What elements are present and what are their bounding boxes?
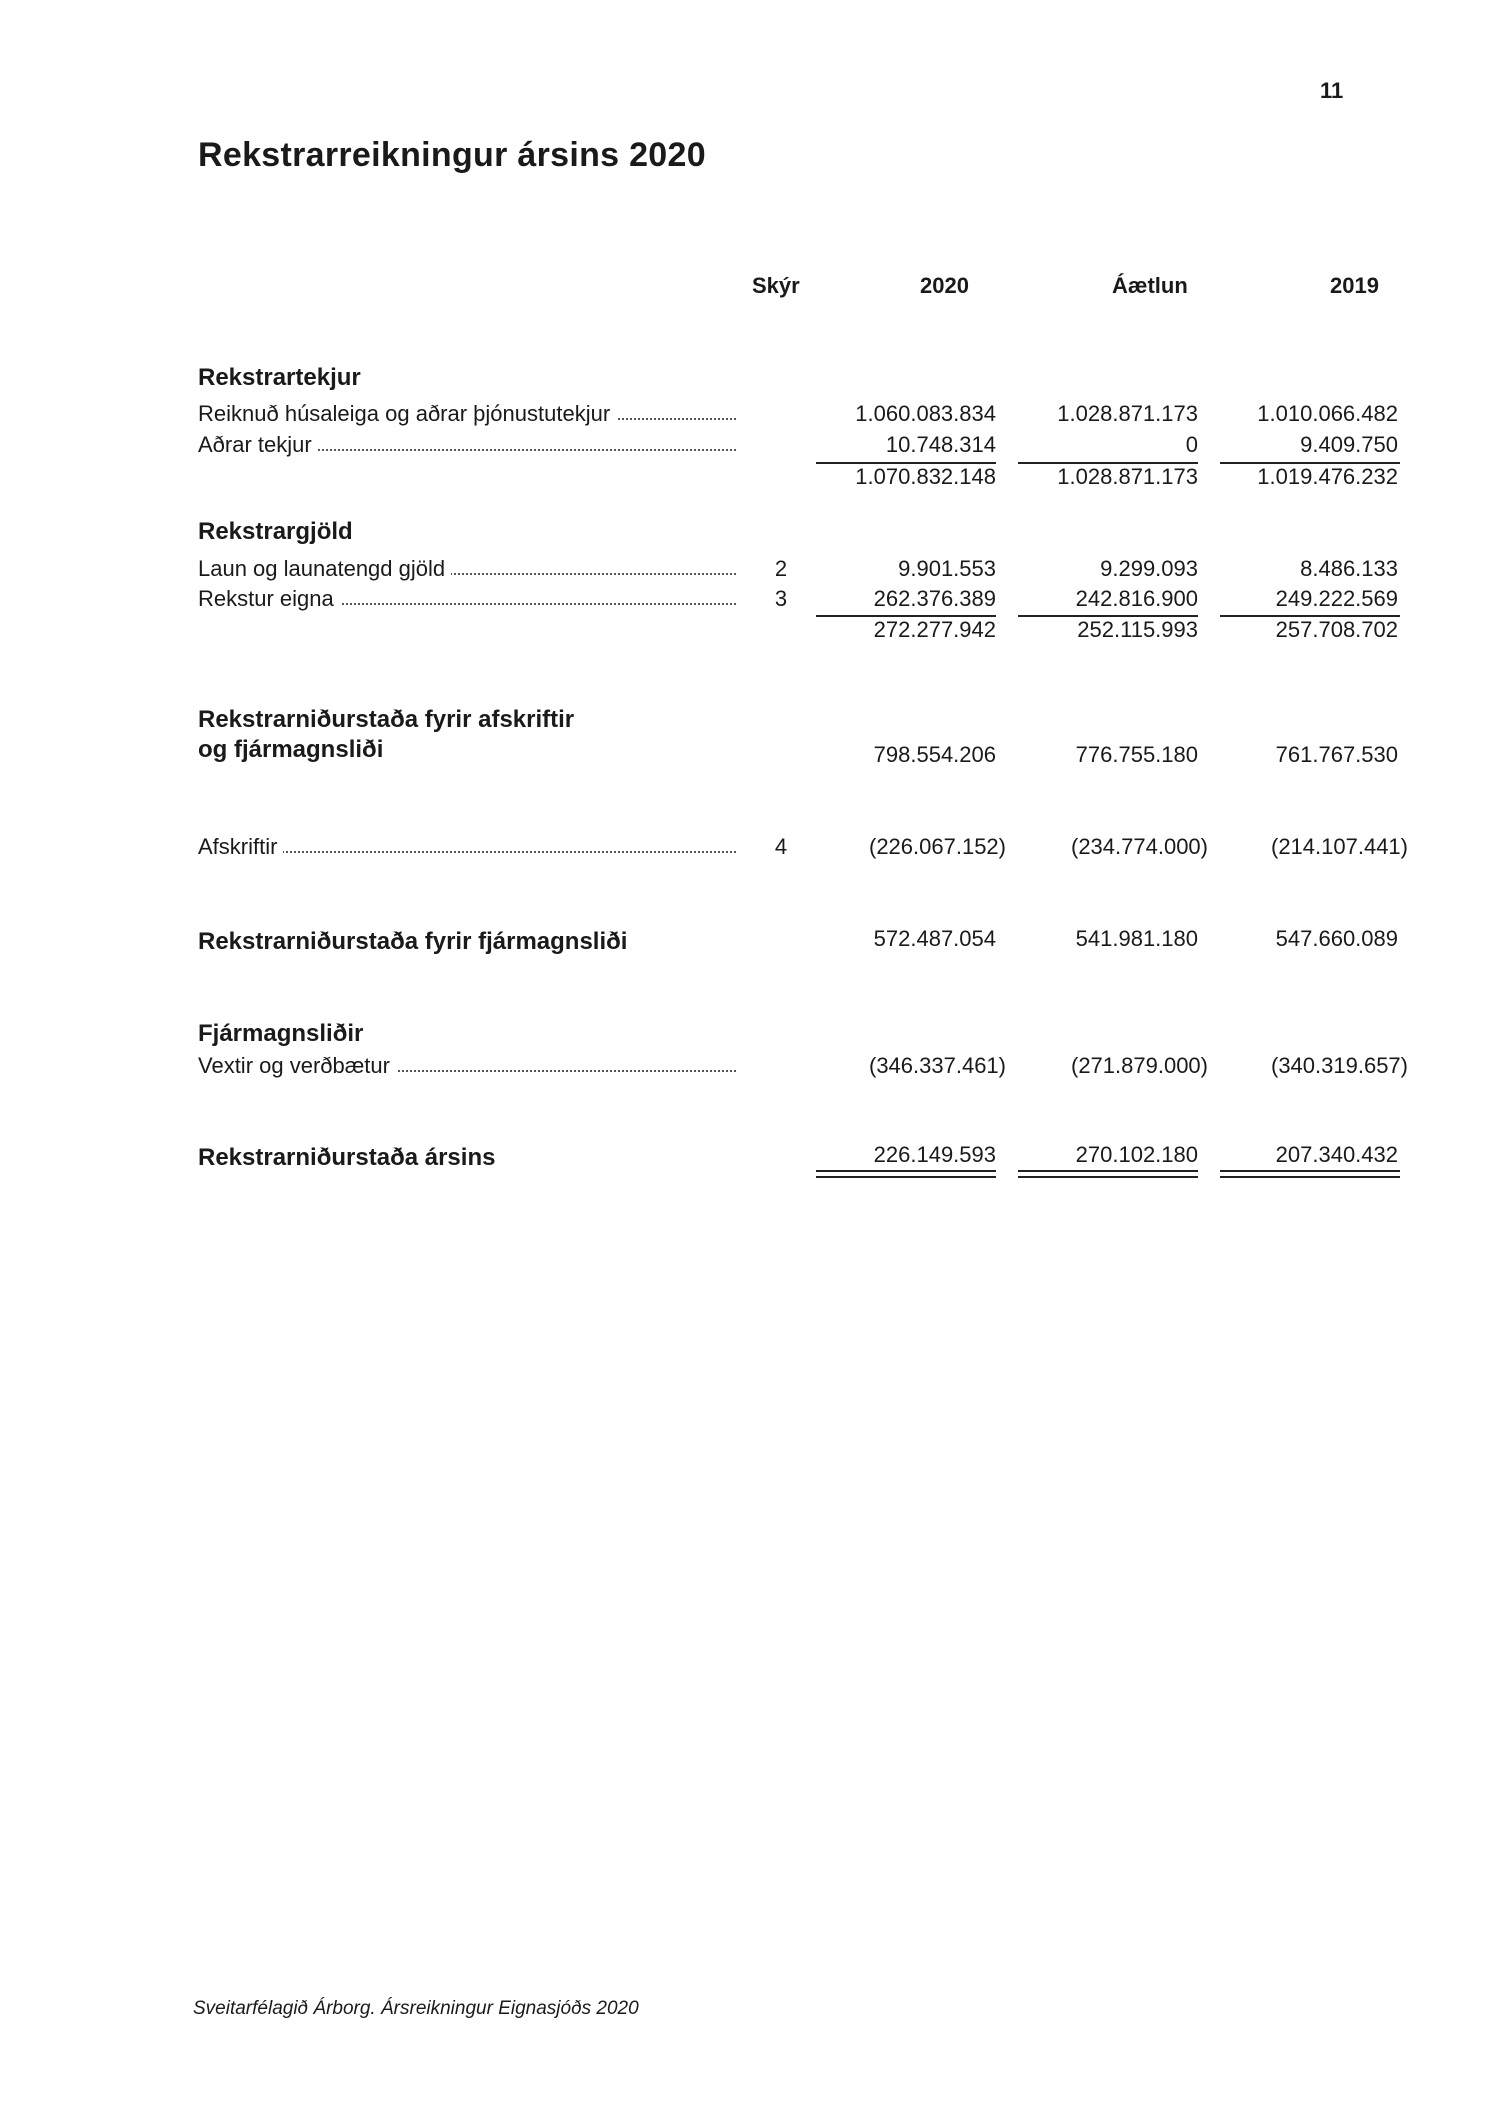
table-row: [198, 586, 1398, 618]
value-budget: 1.028.871.173: [1057, 401, 1198, 426]
result-before-depreciation-label-2: og fjármagnsliði: [198, 736, 384, 763]
double-underline: [1018, 1170, 1198, 1178]
row-label: Reiknuð húsaleiga og aðrar þjónustutekjur: [198, 401, 736, 427]
row-label: Vextir og verðbætur: [198, 1053, 736, 1079]
page-number: 11: [1320, 78, 1344, 103]
value-budget: 270.102.180: [1075, 1142, 1198, 1167]
section-heading-expenses: Rekstrargjöld: [198, 518, 353, 545]
column-header-note: Skýr: [752, 273, 800, 298]
table-row: [198, 1053, 1408, 1085]
result-before-finance-label: Rekstrarniðurstaða fyrir fjármagnsliði: [198, 928, 628, 955]
row-label: Laun og launatengd gjöld: [198, 556, 736, 582]
column-header-budget: Áætlun: [1112, 273, 1188, 298]
value-2019: 9.409.750: [1300, 432, 1398, 457]
row-note: 4: [774, 834, 788, 859]
value-2020: 262.376.389: [873, 586, 996, 611]
value-2019: 8.486.133: [1300, 556, 1398, 581]
section-heading-finance: Fjármagnsliðir: [198, 1020, 364, 1047]
column-header-2020: 2020: [920, 273, 969, 298]
footer-text: Sveitarfélagið Árborg. Ársreikningur Eignasjóðs 2020: [193, 1998, 639, 2019]
value-2019: 547.660.089: [1275, 926, 1398, 951]
column-header-2019: 2019: [1330, 273, 1379, 298]
value-budget: 541.981.180: [1075, 926, 1198, 951]
total-budget: 252.115.993: [1077, 617, 1198, 642]
value-budget: (271.879.000): [1071, 1053, 1208, 1078]
row-note: 3: [774, 586, 788, 611]
subtotal-row: [198, 464, 1398, 496]
result-row: [198, 926, 1398, 958]
value-budget: 0: [1185, 432, 1198, 457]
value-2019: 249.222.569: [1275, 586, 1398, 611]
section-heading-revenue: Rekstrartekjur: [198, 364, 361, 391]
total-2019: 1.019.476.232: [1257, 464, 1398, 489]
subtotal-row: [198, 617, 1398, 649]
value-budget: 242.816.900: [1075, 586, 1198, 611]
row-label: Afskriftir: [198, 834, 736, 860]
total-budget: 1.028.871.173: [1057, 464, 1198, 489]
value-budget: 9.299.093: [1100, 556, 1198, 581]
value-budget: (234.774.000): [1071, 834, 1208, 859]
value-2019: 1.010.066.482: [1257, 401, 1398, 426]
table-row: [198, 556, 1398, 588]
total-2020: 272.277.942: [873, 617, 996, 642]
net-result-label: Rekstrarniðurstaða ársins: [198, 1144, 496, 1171]
result-before-depreciation-label: Rekstrarniðurstaða fyrir afskriftir: [198, 706, 575, 733]
value-2019: 207.340.432: [1275, 1142, 1398, 1167]
total-2020: 1.070.832.148: [855, 464, 996, 489]
value-2020: 10.748.314: [885, 432, 996, 457]
value-2020: 226.149.593: [873, 1142, 996, 1167]
row-label: Aðrar tekjur: [198, 432, 736, 458]
table-row: [198, 432, 1398, 464]
value-2019: (340.319.657): [1271, 1053, 1408, 1078]
value-2020: 9.901.553: [898, 556, 996, 581]
value-2020: 572.487.054: [873, 926, 996, 951]
total-2019: 257.708.702: [1275, 617, 1398, 642]
result-row: [198, 742, 1398, 774]
row-label: Rekstur eigna: [198, 586, 736, 612]
value-2019: (214.107.441): [1271, 834, 1408, 859]
table-row: [198, 834, 1408, 866]
table-row: [198, 401, 1398, 433]
value-2019: 761.767.530: [1275, 742, 1398, 767]
double-underline: [1220, 1170, 1400, 1178]
row-note: 2: [774, 556, 788, 581]
value-2020: (346.337.461): [869, 1053, 1006, 1078]
double-underline: [816, 1170, 996, 1178]
value-2020: (226.067.152): [869, 834, 1006, 859]
page-title: Rekstrarreikningur ársins 2020: [198, 136, 706, 174]
value-budget: 776.755.180: [1075, 742, 1198, 767]
value-2020: 798.554.206: [873, 742, 996, 767]
value-2020: 1.060.083.834: [855, 401, 996, 426]
net-result-row: [198, 1142, 1398, 1174]
